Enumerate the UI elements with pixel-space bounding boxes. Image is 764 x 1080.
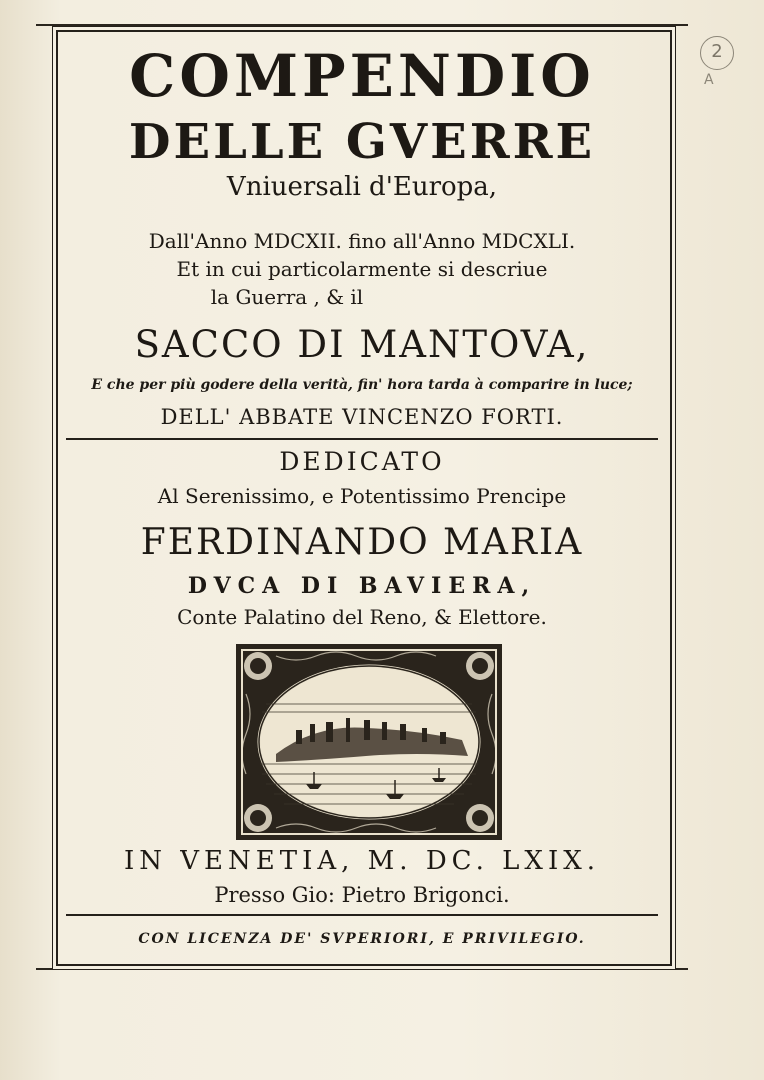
- dedication-line-1: Al Serenissimo, e Potentissimo Prencipe: [157, 484, 567, 508]
- pencil-note: A: [704, 72, 714, 88]
- top-outer-rule: [36, 24, 688, 26]
- license-divider: [66, 914, 658, 916]
- title-line-2: DELLE GVERRE: [128, 114, 596, 170]
- title-line-3: Vniuersali d'Europa,: [226, 172, 498, 202]
- bottom-outer-rule: [36, 968, 688, 970]
- dedication-line-2: Conte Palatino del Reno, & Elettore.: [177, 605, 547, 629]
- title-line-1: COMPENDIO: [129, 42, 595, 110]
- city-harbor-woodcut-icon: [236, 644, 502, 840]
- title-line-6: la Guerra , & il: [210, 285, 364, 309]
- dedicatee-name: FERDINANDO MARIA: [140, 522, 584, 563]
- pencil-page-number: 2: [700, 36, 734, 70]
- license-line: CON LICENZA DE' SVPERIORI, E PRIVILEGIO.: [138, 931, 586, 947]
- title-line-8: E che per più godere della verità, fin' hora tarda à comparire in luce;: [91, 377, 633, 393]
- imprint-place-date: IN VENETIA, M. DC. LXIX.: [123, 846, 600, 876]
- imprint-printer: Presso Gio: Pietro Brigonci.: [214, 883, 510, 907]
- author-line: DELL' ABBATE VINCENZO FORTI.: [160, 405, 564, 429]
- title-line-7: SACCO DI MANTOVA,: [134, 323, 590, 366]
- dedicatee-title: DVCA DI BAVIERA,: [187, 573, 537, 599]
- dedication-heading: DEDICATO: [279, 447, 445, 476]
- title-line-4: Dall'Anno MDCXII. fino all'Anno MDCXLI.: [148, 229, 576, 253]
- title-line-5: Et in cui particolarmente si descriue: [176, 257, 548, 281]
- section-divider: [66, 438, 658, 440]
